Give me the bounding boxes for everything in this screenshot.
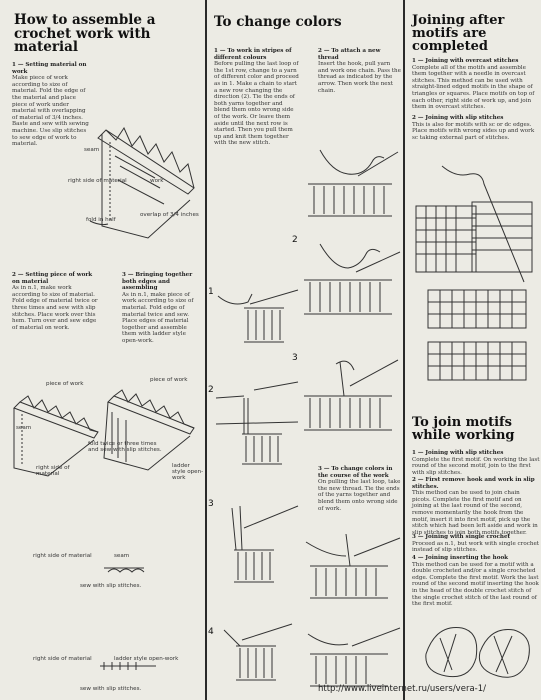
label-sew-slip-2: sew with slip stitches. xyxy=(80,686,142,692)
step-while-slip xyxy=(412,450,540,476)
step-text: Proceed as n.1, but work with single crochet instead of slip stitches. xyxy=(412,540,539,554)
column-divider-right xyxy=(403,0,405,700)
step-text: This method can be used to join chain picots. Complete the first motif and on joining at the last round of the second, remove momentarily the hook from the motif, insert it into first motif, pick up the stitch which had been left aside and work in slip stitches to join both motifs together. xyxy=(412,490,538,536)
step-single-crochet xyxy=(412,534,540,554)
title-change-colors: To change colors xyxy=(214,14,342,30)
label-sew-slip: sew with slip stitches. xyxy=(80,583,142,589)
step-text: This method can be used for a motif with a double crocheted and/or a single crocheted edge. Complete the first motif. Work the last round of the second motif inserting the hook in the head of the double crochet stitch of the single crochet stitch of the last round of the first motif. xyxy=(412,561,539,608)
diagram-attach-2 xyxy=(300,238,404,322)
step-heading: 1 — To work in stripes of different colours xyxy=(214,48,292,61)
step-heading: 2 — Setting piece of work on material xyxy=(12,272,93,285)
step-heading: 2 — First remove hook and work in slip stitches. xyxy=(412,477,535,490)
step-number-2: 2 xyxy=(292,235,298,245)
diagram-attach-1 xyxy=(302,146,402,226)
step-number-3: 3 xyxy=(292,353,298,363)
title-assemble: How to assemble a crochet work with material xyxy=(14,12,156,55)
step-overcast xyxy=(412,58,540,111)
label-ladder-2: ladder style open-work xyxy=(114,656,179,662)
diagram-stripes-4 xyxy=(214,624,298,700)
step-heading: 1 — Joining with slip stitches xyxy=(412,450,504,456)
step-slip-joining xyxy=(412,115,540,141)
column-joining xyxy=(406,0,541,700)
label-fold-twice: fold twice or three times and sew with slip stitches. xyxy=(88,441,162,453)
label-fold-half: fold in half xyxy=(86,217,116,223)
label-piece-work-b: piece of work xyxy=(150,377,188,383)
column-change-colors xyxy=(208,0,402,700)
watermark-url: http://www.liveinternet.ru/users/vera-1/ xyxy=(318,684,486,694)
label-right-side-4: right side of material xyxy=(33,656,92,662)
step-text: Insert the hook, pull yarn and work one chain. Pass the thread as indicated by the arrow. Then work the next chain. xyxy=(318,61,401,94)
title-joining-after: Joining after motifs are completed xyxy=(412,13,505,54)
step-text: Complete the first motif. On working the last round of the second motif, join to the first with slip stitches. xyxy=(412,456,540,476)
label-seam-2: seam xyxy=(16,425,32,431)
step-heading: 3 — To change colors in the course of the work xyxy=(318,466,393,479)
label-piece-work-a: piece of work xyxy=(46,381,84,387)
step-remove-hook xyxy=(412,477,540,536)
diagram-overcast-join xyxy=(412,162,540,286)
step-heading: 2 — To attach a new thread xyxy=(318,48,381,61)
step-heading: 1 — Joining with overcast stitches xyxy=(412,58,519,64)
diagram-change-course-2 xyxy=(302,614,402,694)
step-heading: 4 — Joining inserting the hook xyxy=(412,555,509,561)
diagram-attach-3 xyxy=(300,352,404,436)
step-inserting-hook xyxy=(412,555,540,608)
step-bringing-together xyxy=(122,272,202,345)
step-text: On pulling the last loop, take the new thread. Tie the ends of the yarns together and blend them onto wrong side of work. xyxy=(318,479,401,512)
step-heading: 3 — Joining with single crochet xyxy=(412,534,511,540)
diagram-motif-join xyxy=(416,614,540,686)
title-join-while-working: To join motifs while working xyxy=(412,415,515,443)
step-setting-piece xyxy=(12,272,98,331)
label-right-side: right side of material xyxy=(68,178,127,184)
diagram-change-course-1 xyxy=(302,526,402,606)
label-seam: seam xyxy=(84,147,100,153)
step-stripes xyxy=(214,48,300,147)
step-text: As in n.1, make work according to size of material. Fold edge of material twice or three times and sew with slip stitches. Place work over this hem. Turn over and sew edge of material on work. xyxy=(12,285,98,331)
step-text: Before pulling the last loop of the 1st row, change to a yarn of different color and proceed as in 1. Make a chain to start a new row changing the direction (2). Tie the ends of both yarns together and blend them onto wrong side of the work. Or leave them aside until the next row is started. Then you pull them up and knit them together with the new stitch. xyxy=(214,61,299,147)
step-change-course xyxy=(318,466,402,512)
step-heading: 1 — Setting material on work xyxy=(12,62,87,75)
diagram-seam-lines xyxy=(100,560,160,580)
step-number-2b: 2 xyxy=(208,385,214,395)
step-heading: 2 — Joining with slip stitches xyxy=(412,115,504,121)
step-text: Make piece of work according to size of material. Fold the edge of the material and place piece of work under material with overlapping of material of 3/4 inches. Baste and sew with sewing machine. Use slip stitches to sew edge of work to material. xyxy=(12,75,89,148)
diagram-material-on-work xyxy=(60,96,205,246)
label-ladder: ladder style open-work xyxy=(172,463,204,481)
diagram-stripes-1 xyxy=(214,282,298,352)
step-text: Complete all of the motifs and assemble them together with a needle in overcast stitches. This method can be used with straight-lined edged motifs in the shape of triangles or squares. Place motifs on top of each other, right side of work up, and join them in overcast stitches. xyxy=(412,64,535,111)
step-heading: 3 — Bringing together both edges and assembling xyxy=(122,272,193,292)
diagram-stripes-2 xyxy=(214,378,298,474)
step-attach-thread xyxy=(318,48,402,94)
label-right-side-2: right side of material xyxy=(36,465,70,477)
step-number-3b: 3 xyxy=(208,499,214,509)
diagram-stripes-3 xyxy=(214,498,298,588)
diagram-slip-join xyxy=(412,286,540,386)
step-text: This is also for motifs with sc or dc edges. Place motifs with wrong sides up and work sc taking external part of stitches. xyxy=(412,121,535,141)
column-assemble xyxy=(0,0,204,700)
label-overlap: overlap of 3/4 inches xyxy=(140,212,199,218)
step-number-4: 4 xyxy=(208,627,214,637)
step-text: As in n.1, make piece of work according to size of material. Fold edge of material twice and sew. Place edges of material together and assemble them with ladder style open-work. xyxy=(122,291,194,344)
label-seam-3: seam xyxy=(114,553,130,559)
label-right-side-3: right side of material xyxy=(33,553,92,559)
step-number-1: 1 xyxy=(208,287,214,297)
label-work: work xyxy=(150,178,164,184)
column-divider-left xyxy=(205,0,207,700)
